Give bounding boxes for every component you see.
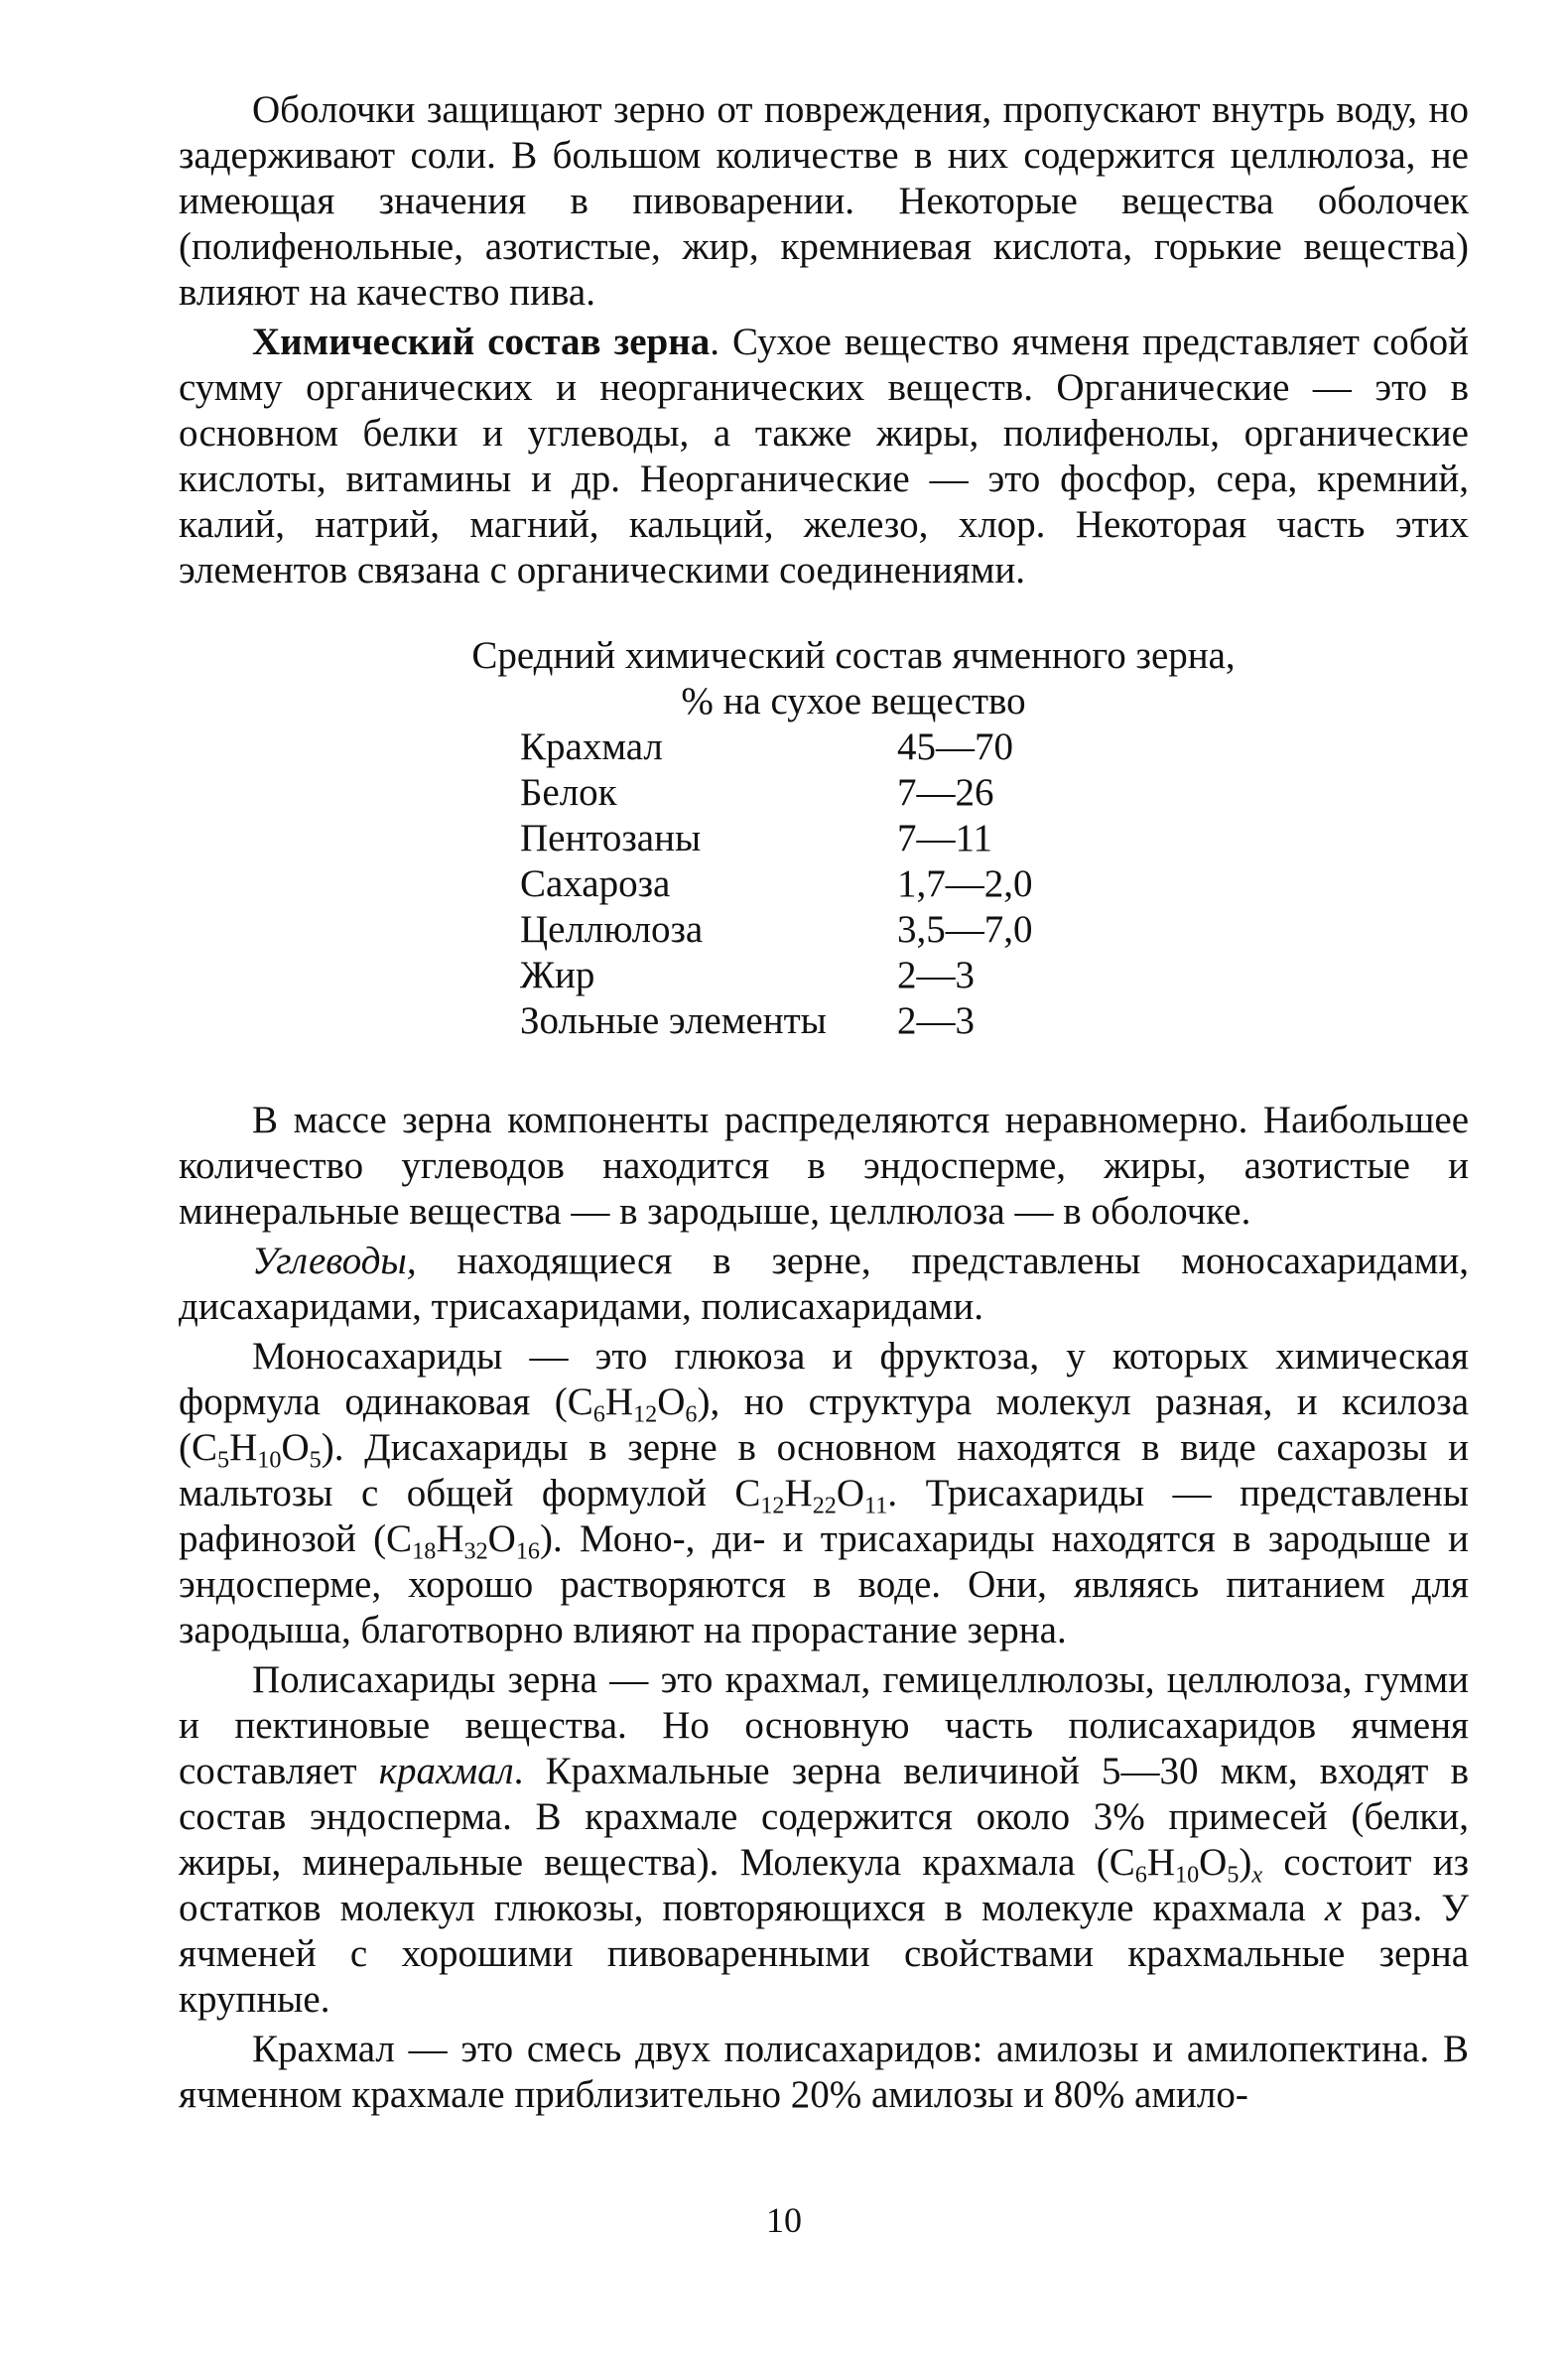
page-number: 10: [766, 2200, 802, 2240]
component-value: 2—3: [897, 954, 975, 996]
paragraph-polysaccharides: [179, 1657, 1469, 2023]
component-name: Крахмал: [520, 725, 663, 768]
subscript: 11: [864, 1492, 888, 1519]
text-run: раз. У ячменей с хорошими пивоваренными свойствами крахмальные зерна крупные.: [179, 1887, 1470, 2021]
paragraph-husks: Оболочки защищают зерно от повреждения, пропускают внутрь воду, но задерживают соли. В большом количестве в них содержится целлюлоза, не имеющая значения в пивоварении. Некоторые вещества оболочек (полифенольные, азотистые, жир, кремниевая кислота, горькие вещества) влияют на качество пива.: [179, 88, 1469, 314]
component-value: 2—3: [897, 999, 975, 1042]
text-run: H: [604, 1381, 634, 1423]
text-run: H: [436, 1517, 464, 1560]
subscript: 5: [309, 1446, 322, 1474]
paragraph-monosaccharides: [179, 1334, 1469, 1653]
text-run: O: [836, 1472, 865, 1514]
subscript: 22: [812, 1492, 837, 1519]
component-name: Пентозаны: [520, 817, 702, 859]
text-run: Моносахариды — это глюкоза и фруктоза, у которых химическая формула одинаковая (C: [179, 1335, 1469, 1423]
composition-table-block: [179, 633, 1469, 1044]
table-title-line-2: % на сухое вещество: [681, 680, 1026, 723]
section-heading: Химический состав зерна: [252, 321, 711, 363]
text-run: ): [1239, 1841, 1252, 1884]
composition-table: [520, 724, 1033, 1044]
text-run: . Крахмальные зерна величиной 5—30 мкм, входят в состав эндосперма. В крахмале содержится около 3% примесей (белки, жиры, минеральные вещества). Молекула крахмала (C: [179, 1750, 1469, 1884]
paragraph-text: находящиеся в зерне, представлены моносахаридами, дисахаридами, трисахаридами, полисахаридами.: [179, 1240, 1469, 1328]
text-run: O: [487, 1517, 516, 1560]
subscript: 32: [463, 1537, 488, 1565]
component-value: 1,7—2,0: [897, 862, 1033, 905]
component-value: 7—11: [897, 817, 993, 859]
table-row: [520, 724, 1033, 770]
text-run: H: [229, 1426, 258, 1469]
text-run: O: [281, 1426, 310, 1469]
text-run: H: [784, 1472, 813, 1514]
text-run: Полисахариды зерна — это крахмал, гемицеллюлозы, целлюлоза, гумми и пектиновые вещества. Но основную часть полисахаридов ячменя составляет: [179, 1658, 1469, 1792]
text-run: O: [1199, 1841, 1228, 1884]
variable-x: x: [1324, 1887, 1343, 1929]
table-row: [520, 953, 1033, 998]
subscript: 6: [1134, 1861, 1147, 1889]
text-run: ). Дисахариды в зерне в основном находятся в виде сахарозы и мальтозы с общей формулой C: [179, 1426, 1469, 1514]
component-value: 3,5—7,0: [897, 908, 1033, 951]
text-run: O: [657, 1381, 686, 1423]
component-value: 45—70: [897, 725, 1013, 768]
text-run: ), но структура молекул разная, и ксилоза (C: [179, 1381, 1469, 1469]
component-name: Целлюлоза: [520, 908, 704, 951]
subscript: 6: [685, 1400, 698, 1428]
term-starch: крахмал: [378, 1750, 514, 1792]
page-body: [179, 87, 1469, 2118]
text-run: ). Моно-, ди- и трисахариды находятся в зародыше и эндосперме, хорошо растворяются в воде. Они, являясь питанием для зародыша, благотворно влияют на прорастание зерна.: [179, 1517, 1469, 1651]
paragraph-chemical-composition: [179, 320, 1469, 593]
component-name: Жир: [520, 954, 595, 996]
subscript: 18: [412, 1537, 437, 1565]
subscript: x: [1251, 1861, 1263, 1889]
component-name: Зольные элементы: [520, 999, 827, 1042]
subscript: 5: [1227, 1861, 1240, 1889]
table-row: [520, 816, 1033, 861]
paragraph-carbohydrates: [179, 1239, 1469, 1330]
paragraph-text: . Сухое вещество ячменя представляет собой сумму органических и неорганических веществ. Органические — это в основном белки и углеводы, а также жиры, полифенолы, органические кислоты, витамины и др. Неорганические — это фосфор, сера, кремний, калий, натрий, магний, кальций, железо, хлор. Некоторая часть этих элементов связана с органическими соединениями.: [179, 321, 1469, 592]
table-row: [520, 861, 1033, 907]
table-row: [520, 998, 1033, 1044]
text-run: H: [1146, 1841, 1175, 1884]
table-title-line-1: Средний химический состав ячменного зерна,: [471, 634, 1236, 677]
component-value: 7—26: [897, 771, 994, 814]
subscript: 10: [1174, 1861, 1200, 1889]
text-run: . Трисахариды — представлены рафинозой (C: [179, 1472, 1469, 1560]
subscript: 12: [633, 1400, 658, 1428]
paragraph-distribution: В массе зерна компоненты распределяются неравномерно. Наибольшее количество углеводов находится в эндосперме, жиры, азотистые и минеральные вещества — в зародыше, целлюлоза — в оболочке.: [179, 1099, 1469, 1233]
component-name: Белок: [520, 771, 617, 814]
subscript: 16: [515, 1537, 541, 1565]
subscript: 5: [217, 1446, 230, 1474]
subscript: 10: [257, 1446, 282, 1474]
table-row: [520, 770, 1033, 816]
component-name: Сахароза: [520, 862, 671, 905]
subscript: 6: [592, 1400, 605, 1428]
text-run: состоит из остатков молекул глюкозы, повторяющихся в молекуле крахмала: [179, 1841, 1469, 1929]
table-row: [520, 907, 1033, 953]
subscript: 12: [760, 1492, 785, 1519]
paragraph-starch: Крахмал — это смесь двух полисахаридов: амилозы и амилопектина. В ячменном крахмале приблизительно 20% амилозы и 80% амило-: [179, 2028, 1469, 2116]
term-carbohydrates: Углеводы,: [252, 1240, 417, 1282]
